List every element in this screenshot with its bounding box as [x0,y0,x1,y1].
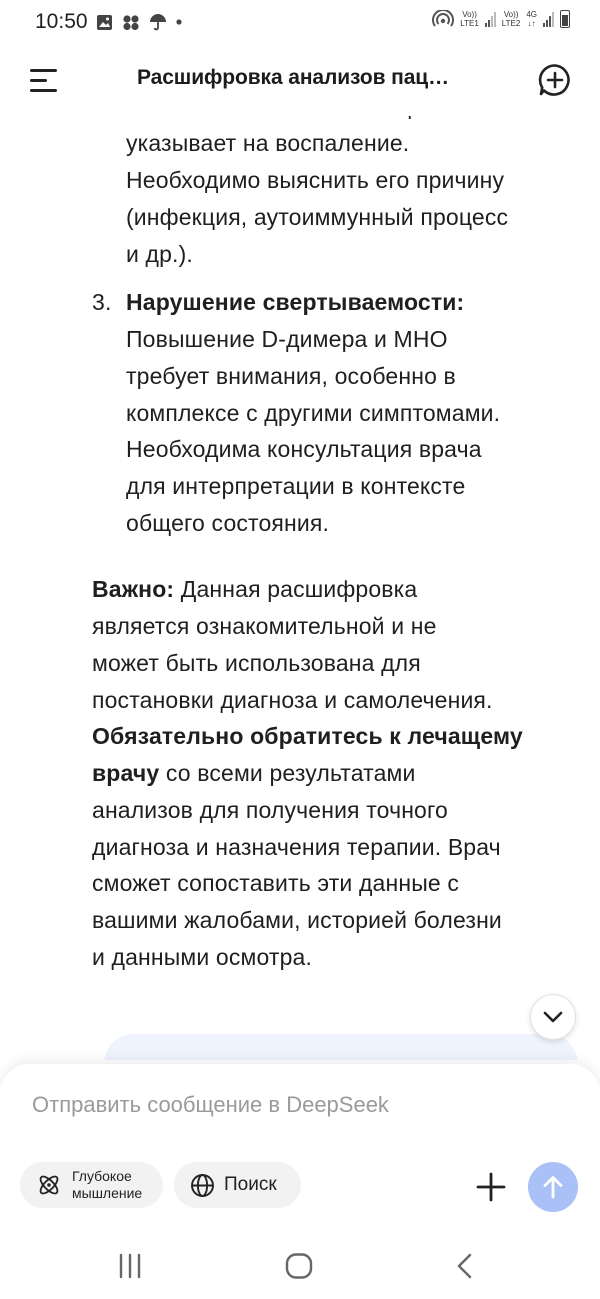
arrow-up-icon [541,1174,565,1200]
message-line: диагноза и назначения терапии. Врач [92,834,501,860]
message-line: для интерпретации в контексте [126,473,466,499]
system-nav-bar [0,1234,600,1299]
message-line: врачу со всеми результатами [92,760,416,786]
search-label: Поиск [224,1174,277,1195]
atom-icon [36,1172,62,1198]
back-icon[interactable] [455,1252,475,1280]
status-time: 10:50 [35,10,88,33]
message-line: Необходима консультация врача [126,436,482,462]
message-line: Повышение D-димера и МНО [126,326,448,352]
message-line: может быть использована для [92,650,421,676]
scroll-down-button[interactable] [530,994,576,1040]
important-line: Важно: Данная расшифровка [92,576,418,602]
sim1-label: Vo)) LTE1 [460,10,479,28]
message-line: комплексе с другими симптомами. [126,400,501,426]
network-type: 4G ↓↑ [526,10,537,28]
message-line: анализов для получения точного [92,797,448,823]
list-item-heading: Нарушение свертываемости: [126,289,465,315]
deep-think-label-line2: мышление [72,1185,143,1201]
app-header [0,46,600,116]
globe-icon [190,1173,215,1198]
page-title: Расшифровка анализов пац… [137,66,450,89]
message-line: вашими жалобами, историей болезни [92,907,502,933]
message-line: сможет сопоставить эти данные с [92,870,460,896]
message-line: и др.). [126,241,193,267]
message-line: постановки диагноза и самолечения. [92,687,493,713]
message-line: указывает на воспаление. [126,130,410,156]
message-composer [0,1064,600,1234]
message-line: (инфекция, аутоиммунный процесс [126,204,509,230]
new-chat-icon[interactable] [538,63,572,97]
attach-plus-icon[interactable] [474,1170,508,1204]
message-line: требует внимания, особенно в [126,363,456,389]
home-icon[interactable] [284,1252,314,1280]
message-bold-line: Обязательно обратитесь к лечащему [92,723,523,749]
recents-icon[interactable] [118,1252,142,1280]
message-line: Необходимо выяснить его причину [126,167,505,193]
list-item-number: 3. [92,289,112,315]
send-button[interactable] [528,1162,578,1212]
message-line: является ознакомительной и не [92,613,437,639]
menu-icon[interactable] [30,69,58,91]
deep-think-label-line1: Глубокое [72,1168,132,1184]
deep-think-toggle[interactable] [20,1162,163,1208]
chevron-down-icon [542,1010,564,1024]
message-line: общего состояния. [126,510,330,536]
message-line: и данными осмотра. [92,944,313,970]
next-message-bubble [104,1034,578,1060]
message-input[interactable]: Отправить сообщение в DeepSeek [32,1092,389,1117]
important-label: Важно: [92,576,175,602]
sim2-label: Vo)) LTE2 [501,10,521,28]
search-toggle[interactable] [174,1162,301,1208]
